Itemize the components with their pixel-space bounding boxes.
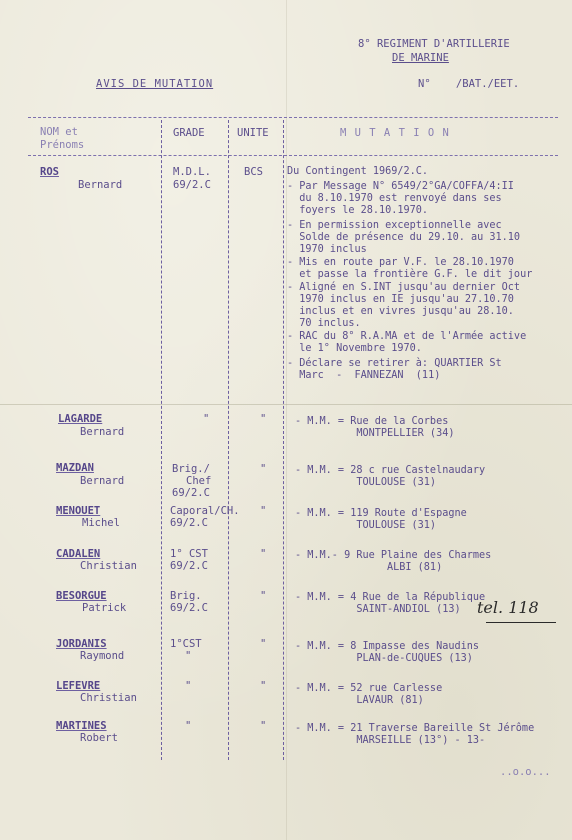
row-grade: " [185, 720, 192, 732]
mutation-line: - M.M. = 52 rue Carlesse [295, 683, 443, 694]
mutation-line: foyers le 28.10.1970. [287, 205, 429, 216]
regiment-line-2: DE MARINE [392, 52, 449, 64]
handwritten-note: tel. 118 [477, 598, 539, 617]
mutation-line: 70 inclus. [287, 318, 361, 329]
mutation-line: Marc - FANNEZAN (11) [287, 370, 441, 381]
column-divider [228, 120, 229, 760]
row-unit: " [260, 638, 267, 650]
row-grade: 1°CST [170, 638, 202, 650]
mutation-line: - M.M.- 9 Rue Plaine des Charmes [295, 550, 492, 561]
mutation-line: - M.M. = Rue de la Corbes [295, 416, 449, 427]
mutation-line: 1970 inclus [287, 244, 367, 255]
row-first-name: Bernard [80, 426, 125, 438]
row-unit: " [260, 413, 267, 425]
col-header-name-2: Prénoms [40, 139, 85, 151]
mutation-line: - Mis en route par V.F. le 28.10.1970 [287, 257, 514, 268]
row-first-name: Bernard [80, 475, 125, 487]
mutation-line: - En permission exceptionnelle avec [287, 220, 502, 231]
column-divider [161, 120, 162, 760]
row-first-name: Bernard [78, 179, 123, 191]
mutation-line: 1970 inclus en IE jusqu'au 27.10.70 [287, 294, 514, 305]
row-grade: 69/2.C [170, 560, 208, 572]
mutation-line: MARSEILLE (13°) - 13- [295, 735, 486, 746]
footer-mark: ..o.o... [500, 766, 551, 778]
header-rule-bottom [28, 155, 558, 156]
mutation-line: - Par Message N° 6549/2°GA/COFFA/4:II [287, 181, 514, 192]
mutation-line: - M.M. = 119 Route d'Espagne [295, 508, 467, 519]
document-title: AVIS DE MUTATION [96, 78, 214, 90]
mutation-line: inclus et en vivres jusqu'au 28.10. [287, 306, 514, 317]
row-surname: ROS [40, 166, 59, 178]
col-header-mutation: M U T A T I O N [340, 127, 450, 139]
mutation-line: PLAN-de-CUQUES (13) [295, 653, 473, 664]
row-grade: " [185, 680, 192, 692]
mutation-line: SAINT-ANDIOL (13) [295, 604, 461, 615]
header-rule-top [28, 117, 558, 118]
mutation-line: le 1° Novembre 1970. [287, 343, 422, 354]
mutation-line: - M.M. = 28 c rue Castelnaudary [295, 465, 486, 476]
row-surname: CADALEN [56, 548, 101, 560]
col-header-name: NOM et [40, 126, 78, 138]
row-unit: BCS [244, 166, 263, 178]
row-surname: MENOUET [56, 505, 101, 517]
row-first-name: Christian [80, 560, 137, 572]
row-grade: 69/2.C [170, 602, 208, 614]
col-header-grade: GRADE [173, 127, 205, 139]
mutation-line: Solde de présence du 29.10. au 31.10 [287, 232, 521, 243]
row-surname: MAZDAN [56, 462, 94, 474]
mutation-line: - M.M. = 21 Traverse Bareille St Jérôme [295, 723, 535, 734]
column-divider [283, 120, 284, 760]
row-grade: Caporal/CH. [170, 505, 240, 517]
mutation-line: - RAC du 8° R.A.MA et de l'Armée active [287, 331, 527, 342]
row-first-name: Michel [82, 517, 120, 529]
mutation-line: du 8.10.1970 est renvoyé dans ses [287, 193, 502, 204]
row-unit: " [260, 548, 267, 560]
handwritten-underline [486, 622, 556, 623]
mutation-line: TOULOUSE (31) [295, 477, 437, 488]
mutation-line: - M.M. = 4 Rue de la République [295, 592, 486, 603]
row-surname: LEFEVRE [56, 680, 101, 692]
col-header-unit: UNITE [237, 127, 269, 139]
mutation-line: LAVAUR (81) [295, 695, 424, 706]
row-unit: " [260, 680, 267, 692]
row-grade: Chef [186, 475, 212, 487]
fold-line-vertical [286, 0, 287, 840]
row-surname: BESORGUE [56, 590, 107, 602]
mutation-line: - M.M. = 8 Impasse des Naudins [295, 641, 480, 652]
row-unit: " [260, 463, 267, 475]
row-first-name: Raymond [80, 650, 125, 662]
mutation-line: - Aligné en S.INT jusqu'au dernier Oct [287, 282, 521, 293]
mutation-line: Du Contingent 1969/2.C. [287, 166, 429, 177]
mutation-line: TOULOUSE (31) [295, 520, 437, 531]
regiment-line-1: 8° REGIMENT D'ARTILLERIE [358, 38, 510, 50]
row-unit: " [260, 720, 267, 732]
row-grade: 1° CST [170, 548, 208, 560]
mutation-line: MONTPELLIER (34) [295, 428, 455, 439]
row-grade: M.D.L. [173, 166, 211, 178]
row-surname: MARTINES [56, 720, 107, 732]
row-grade: 69/2.C [172, 487, 210, 499]
row-surname: LAGARDE [58, 413, 103, 425]
row-unit: " [260, 590, 267, 602]
row-grade: " [203, 413, 210, 425]
mutation-line: et passe la frontière G.F. le dit jour [287, 269, 533, 280]
row-first-name: Christian [80, 692, 137, 704]
mutation-line: ALBI (81) [295, 562, 443, 573]
row-grade: 69/2.C [173, 179, 211, 191]
row-grade: Brig. [170, 590, 202, 602]
row-grade: " [185, 650, 192, 662]
row-grade: Brig./ [172, 463, 210, 475]
row-first-name: Robert [80, 732, 118, 744]
row-surname: JORDANIS [56, 638, 107, 650]
row-unit: " [260, 505, 267, 517]
row-grade: 69/2.C [170, 517, 208, 529]
mutation-line: - Déclare se retirer à: QUARTIER St [287, 358, 502, 369]
row-first-name: Patrick [82, 602, 127, 614]
document-number: N° /BAT./EET. [418, 78, 520, 90]
